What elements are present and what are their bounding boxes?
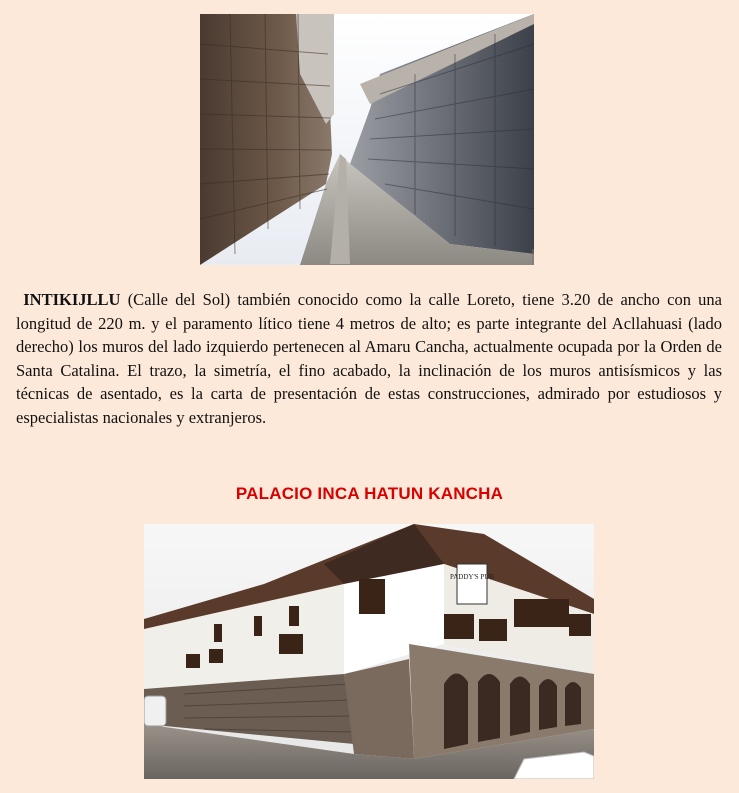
hatun-kancha-palace-photo: [144, 524, 594, 779]
pub-sign-label: PADDY'S PUB: [450, 573, 494, 581]
article-body: (Calle del Sol) también conocido como la calle Loreto, tiene 3.20 de ancho con una longitud de 220 m. y el paramento lítico tiene 4 metros de alto; es parte integrante del Acllahuasi (lado derecho) los muros del lado izquierdo pertenecen al Amaru Cancha, actualmente ocupada por la Orden de Santa Catalina. El trazo, la simetría, el fino acabado, la inclinación de los muros antisísmicos y las técnicas de asentado, es la carta de presentación de estas construcciones, admirado por estudiosos y especialistas nacionales y extranjeros.: [16, 290, 723, 427]
article-lead: INTIKIJLLU: [23, 290, 121, 309]
section-title: PALACIO INCA HATUN KANCHA: [235, 484, 504, 503]
article-paragraph: [16, 288, 722, 429]
intikijllu-street-photo: [200, 14, 534, 265]
